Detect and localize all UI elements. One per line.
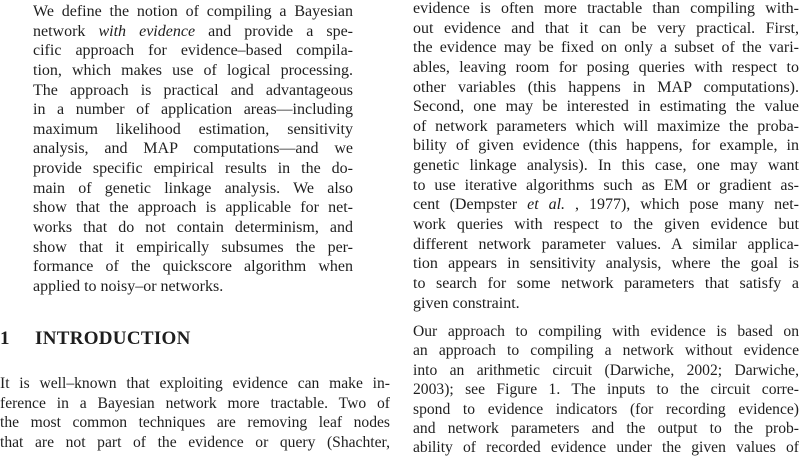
text-segment: applied to noisy–or networks. bbox=[33, 277, 224, 295]
text-line bbox=[413, 341, 799, 360]
text-segment: show that it empirically subsumes the per- bbox=[33, 238, 353, 256]
text-line bbox=[33, 139, 353, 159]
text-line bbox=[413, 97, 799, 117]
text-segment: show that the approach is applicable for net- bbox=[33, 199, 353, 217]
text-line bbox=[413, 195, 799, 215]
text-segment: It is well–known that exploiting evidence can make in- bbox=[0, 375, 390, 392]
text-segment: the most common techniques are removing leaf nodes bbox=[0, 414, 390, 431]
emphasized-text: with evidence bbox=[98, 22, 196, 40]
text-segment: ables, leaving room for posing queries with respect to bbox=[413, 58, 799, 76]
text-line bbox=[33, 218, 353, 238]
text-segment: provide specific empirical results in the do- bbox=[33, 160, 353, 178]
text-segment: tion, which makes use of logical processing. bbox=[33, 61, 353, 79]
section-number: 1 bbox=[0, 328, 10, 349]
right-column-paragraph-1 bbox=[413, 0, 799, 313]
text-line bbox=[33, 120, 353, 140]
text-segment: work queries with respect to the given evidence but bbox=[413, 216, 799, 234]
text-line bbox=[413, 400, 799, 419]
text-line bbox=[413, 58, 799, 78]
text-line bbox=[413, 0, 799, 19]
text-segment: that are not part of the evidence or query (Shachter, bbox=[0, 433, 390, 451]
text-line bbox=[413, 38, 799, 58]
text-segment: Second, one may be interested in estimating the value bbox=[413, 98, 799, 116]
text-segment: in a number of application areas—including bbox=[33, 101, 353, 119]
text-line bbox=[413, 274, 799, 294]
text-segment: and network parameters and the output to the prob- bbox=[413, 419, 799, 437]
text-line bbox=[413, 176, 799, 196]
text-segment: , 1977), which pose many net- bbox=[565, 196, 799, 214]
text-line bbox=[33, 159, 353, 179]
text-segment: We define the notion of compiling a Bayesian bbox=[33, 3, 353, 20]
text-line bbox=[413, 294, 799, 314]
text-segment: maximum likelihood estimation, sensitivity bbox=[33, 120, 353, 138]
text-segment: works that do not contain determinism, and bbox=[33, 219, 353, 237]
text-line bbox=[33, 179, 353, 199]
text-line bbox=[413, 235, 799, 255]
text-line bbox=[413, 322, 799, 341]
text-line bbox=[0, 433, 390, 453]
section-title: INTRODUCTION bbox=[35, 328, 191, 349]
text-segment: 2003); see Figure 1. The inputs to the circuit corre- bbox=[413, 381, 799, 399]
abstract bbox=[33, 2, 353, 297]
text-segment: tion appears in sensitivity analysis, where the goal is bbox=[413, 255, 799, 273]
text-line bbox=[33, 2, 353, 22]
text-line bbox=[413, 19, 799, 39]
right-column-paragraph-2 bbox=[413, 322, 799, 458]
text-segment: cific approach for evidence–based compila- bbox=[33, 42, 353, 60]
text-segment: network bbox=[33, 22, 99, 40]
text-line bbox=[413, 117, 799, 137]
text-segment: analysis, and MAP computations—and we bbox=[33, 140, 353, 158]
text-line bbox=[413, 215, 799, 235]
text-line bbox=[413, 156, 799, 176]
text-segment: genetic linkage analysis). In this case, one may want bbox=[413, 157, 799, 175]
text-segment: The approach is practical and advantageous bbox=[33, 81, 353, 99]
introduction-paragraph bbox=[0, 374, 390, 452]
text-line bbox=[33, 257, 353, 277]
text-segment: spond to evidence indicators (for recording evidence) bbox=[413, 400, 799, 418]
text-segment: an approach to compiling a network without evidence bbox=[413, 342, 799, 360]
text-segment: the evidence may be fixed on only a subset of the vari- bbox=[413, 39, 799, 57]
text-segment: ability of recorded evidence under the given values of bbox=[413, 439, 799, 457]
text-segment: of network parameters which will maximize the proba- bbox=[413, 117, 799, 135]
text-segment: ference in a Bayesian network more tractable. Two of bbox=[0, 394, 390, 412]
text-line bbox=[413, 361, 799, 380]
text-segment: evidence is often more tractable than compiling with- bbox=[413, 0, 799, 17]
text-segment: into an arithmetic circuit (Darwiche, 2002; Darwiche, bbox=[413, 361, 799, 379]
text-segment: cent (Dempster bbox=[413, 196, 528, 214]
text-line bbox=[33, 22, 353, 42]
text-line bbox=[33, 238, 353, 258]
text-segment: to use iterative algorithms such as EM or gradient as- bbox=[413, 176, 799, 194]
text-line bbox=[413, 380, 799, 399]
text-segment: formance of the quickscore algorithm when bbox=[33, 258, 353, 276]
text-segment: to search for some network parameters that satisfy a bbox=[413, 274, 799, 292]
text-line bbox=[33, 61, 353, 81]
text-segment: out evidence and that it can be very practical. First, bbox=[413, 19, 799, 37]
text-line bbox=[413, 254, 799, 274]
text-line bbox=[33, 198, 353, 218]
text-segment: other variables (this happens in MAP computations). bbox=[413, 78, 799, 96]
text-line bbox=[33, 81, 353, 101]
section-heading bbox=[0, 328, 191, 350]
text-line bbox=[0, 374, 390, 394]
text-segment: Our approach to compiling with evidence is based on bbox=[413, 323, 799, 340]
text-segment: different network parameter values. A similar applica- bbox=[413, 235, 799, 253]
text-segment: bility of given evidence (this happens, for example, in bbox=[413, 137, 799, 155]
text-line bbox=[0, 413, 390, 433]
text-segment: main of genetic linkage analysis. We also bbox=[33, 179, 353, 197]
emphasized-text: et al. bbox=[527, 196, 566, 214]
text-line bbox=[413, 419, 799, 438]
text-line bbox=[33, 41, 353, 61]
text-line bbox=[0, 394, 390, 414]
text-line bbox=[413, 78, 799, 98]
text-line bbox=[33, 100, 353, 120]
text-segment: given constraint. bbox=[413, 294, 520, 312]
text-line bbox=[33, 277, 353, 297]
text-line bbox=[413, 438, 799, 457]
text-line bbox=[413, 136, 799, 156]
text-segment: and provide a spe- bbox=[195, 22, 354, 40]
